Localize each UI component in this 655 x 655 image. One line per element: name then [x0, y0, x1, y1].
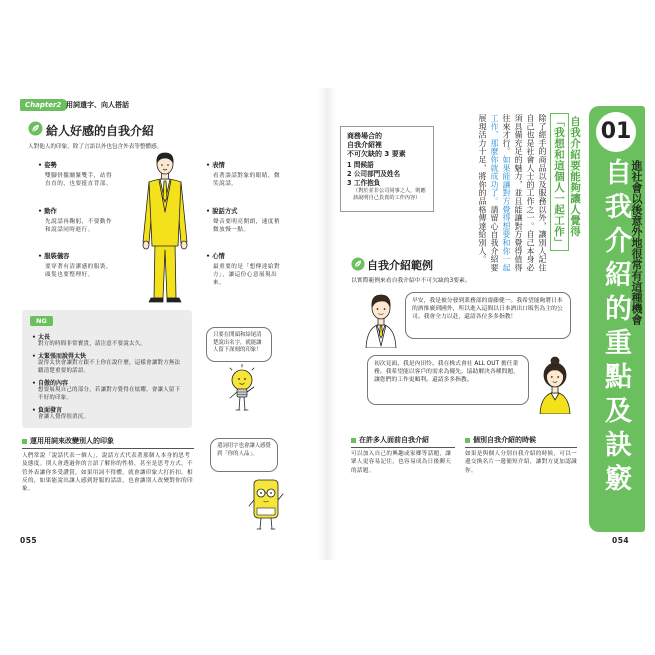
essentials-item: 1 問候語 — [347, 161, 374, 169]
intro-lead: 自我介紹要能夠讓人覺得 — [569, 116, 581, 237]
intro-body-text: 除了經手的商品以及服務以外，讓別人記住自己也是社會人士的工作之一。自己本身必須具備充足的魅力，並且能讓對方覺得值得往來才行。 — [502, 114, 547, 272]
ng-item-text: 會讓人覺得很消沉。 — [38, 414, 90, 421]
lightbulb-character — [225, 364, 259, 416]
intro-body-text-end: 請留心自我介紹要展現活力十足，將你的品格傳達給別人。 — [478, 114, 499, 272]
point-appearance — [38, 251, 116, 279]
tip-heading: 在許多人面前自我介紹 — [359, 436, 429, 444]
intro-body — [448, 114, 548, 276]
ng-item-title: • 太長 — [32, 332, 182, 341]
essentials-item: 2 公司部門及姓名 — [347, 170, 401, 178]
essentials-item: 3 工作抱負 — [347, 179, 381, 187]
ng-item-title: • 負面發言 — [32, 405, 182, 414]
point-text: 看著談話對象的眼睛，微笑說話。 — [213, 173, 281, 187]
point-expression — [206, 160, 284, 188]
point-text: 最重要的是「想傳達給對方」，讓這份心意展現出來。 — [213, 264, 281, 286]
page-fold — [318, 88, 336, 560]
intro-lead-quote: 「我想和這個人一起工作」 — [550, 113, 569, 251]
point-speaking — [206, 206, 284, 234]
page-number-right: 054 — [612, 536, 630, 545]
speech-bubble-bottom: 遣詞用字也會讓人感覺到「你的人品」。 — [210, 438, 278, 472]
section-body: 人們常說「說話代表一個人」，說話方式代表著那個人本身的思考及態度。別人會透過你的言語了解你的性格，甚至是思考方式。不管外表讓你多受讚賞，如果用詞不得體，就會讓印象大打折扣。相反的，如果能說出讓人感到舒服的話語，也會讓別人改變對你的印象。 — [22, 453, 193, 493]
tip-text: 如果是與個人分別自我介紹的時候，可以一邊交換名片一邊簡短介紹，讓對方更加認識你。 — [465, 451, 577, 474]
example-speech-1: 早安，我是被分發到業務部的齋藤健一。我希望能夠將日本的酒推廣到國外，所以進入這間以日本酒出口販售為主的公司。我會全力以赴，還請各位多多指教！ — [405, 292, 571, 339]
section-bullet — [465, 438, 470, 443]
businesswoman-illustration — [533, 356, 577, 414]
essentials-title-line: 不可欠缺的 3 要素 — [347, 150, 406, 158]
point-text: 要穿著有清潔感的服裝，頭髮也要整理好。 — [45, 264, 113, 278]
title-kicker: 進社會以後意外地很常有這種機會 — [630, 160, 643, 325]
section-heading-text: 運用用詞來改變別人的印象 — [30, 437, 114, 445]
point-title: • 表情 — [206, 160, 284, 169]
page-title: 自我介紹的重點及訣竅 — [600, 158, 631, 498]
ng-box — [22, 310, 192, 428]
section-lead: 人對他人的印象，除了言語以外也包含外表等整體感。 — [28, 144, 163, 150]
ng-item-text: 說得太快會讓對方跟不上你在說什麼，這樣會讓對方無法聽清楚重要的話語。 — [38, 360, 181, 374]
point-title: • 動作 — [38, 206, 116, 215]
point-posture — [38, 160, 116, 188]
point-title: • 服裝儀容 — [38, 251, 116, 260]
chapter-title: 用詞遣字、向人搭話 — [66, 101, 129, 109]
ng-tag: NG — [30, 316, 53, 326]
speech-bubble-top: 只要在開頭和結尾清楚說出名字，就能讓人留下深刻的印象！ — [206, 327, 272, 362]
example-speech-2: 初次見面，我是內田怜。我在株式會社 ALL OUT 擔任業務。我希望能以客戶的需求為優先，協助解決各種問題，讓您們的工作更順利。還請多多指教。 — [367, 355, 529, 405]
ng-item — [32, 405, 182, 421]
section-heading-words — [22, 436, 194, 449]
essentials-title-line: 自我介紹裡 — [347, 141, 382, 149]
intro-body-highlight: 如果能讓對方覺得想要和你一起工作，那麼你就成功了。 — [490, 114, 511, 272]
businessman-illustration — [360, 290, 402, 348]
leaf-icon — [28, 121, 43, 136]
tip-text: 可以加入自己的興趣或家鄉等話題，讓眾人更容易記住，也容易成為日後聊天的話題。 — [351, 451, 452, 474]
page-number-left: 055 — [20, 536, 38, 545]
ng-item — [32, 378, 182, 402]
ng-list — [32, 332, 182, 424]
tip-heading-group — [351, 435, 455, 448]
tip-heading: 個別自我介紹的時候 — [473, 436, 536, 444]
essentials-box — [340, 126, 434, 212]
point-text: 聲音要明亮開朗，速度稍微放慢一點。 — [213, 219, 281, 233]
glasses-character — [248, 476, 284, 534]
leaf-icon — [351, 256, 366, 271]
point-text: 先說話再鞠躬，不要動作和說話同時進行。 — [45, 219, 113, 233]
point-text: 雙腳併攏繃緊雙手，站得直直的，也要挺直背部。 — [45, 173, 113, 187]
ng-item-title: • 自傲的內容 — [32, 378, 182, 387]
ng-item — [32, 351, 182, 375]
ng-item-title: • 太緊張而說得太快 — [32, 351, 182, 360]
point-title: • 說話方式 — [206, 206, 284, 215]
point-movement — [38, 206, 116, 234]
chapter-tag: Chapter2 — [20, 99, 68, 111]
section-number: 01 — [596, 112, 636, 152]
section-bullet — [351, 438, 356, 443]
point-title: • 心情 — [206, 251, 284, 260]
essentials-title-line: 商務場合的 — [347, 132, 382, 140]
suit-man-illustration — [138, 150, 192, 308]
ng-item-text: 想要展現自己的部分，若讓對方覺得在炫耀，會讓人留下不好的印象。 — [38, 387, 181, 401]
example-lead: 以實際範例來看自我介紹中不可欠缺的3要素。 — [351, 278, 471, 284]
example-heading: 自我介紹範例 — [367, 259, 433, 272]
section-heading: 給人好感的自我介紹 — [46, 124, 155, 138]
section-bullet — [22, 439, 27, 444]
ng-item — [32, 332, 182, 348]
point-feeling — [206, 251, 284, 287]
ng-item-text: 對方的時間非常寶貴，請注意不要說太久。 — [38, 341, 147, 347]
tip-heading-individual — [465, 435, 577, 448]
essentials-note: （對於並非公司同事之人，則應該說明自己負責的工作內容） — [353, 188, 426, 202]
point-title: • 姿勢 — [38, 160, 116, 169]
